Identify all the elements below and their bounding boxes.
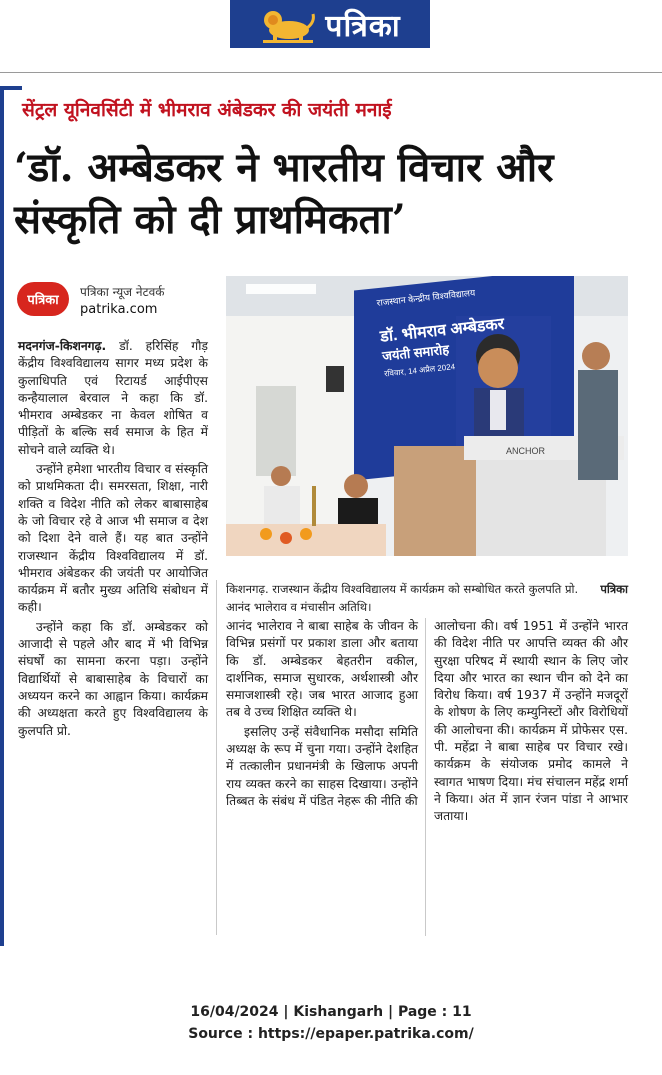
article-accent-bar [0, 86, 4, 946]
footer-source-line: Source : https://epaper.patrika.com/ [188, 1026, 474, 1042]
col1-paragraph-3: उन्होंने कहा कि डॉ. अम्बेडकर को आजादी से पहले और बाद में भी विभिन्न संघर्षों का सामना करना पड़ा। उन्होंने विद्यार्थियों से बाबासाहेब के विचारों का अध्ययन करने का आह्वान किया। कार्यक्रम की अध्यक्षता करते हुए विश्वविद्यालय के कुलपति प्रो. [18, 619, 208, 738]
article-column-3 [434, 618, 628, 828]
podium-brand: ANCHOR [506, 446, 546, 456]
footer-date-line: 16/04/2024 | Kishangarh | Page : 11 [190, 1004, 472, 1020]
banner-line-3: जयंती समारोह [381, 341, 450, 364]
dateline: मदनगंज-किशनगढ़. [18, 339, 107, 353]
article-photo [226, 276, 628, 556]
article-headline: ‘डॉ. अम्बेडकर ने भारतीय विचार और संस्कृति को दी प्राथमिकता’ [14, 144, 554, 243]
caption-text: किशनगढ़. राजस्थान केंद्रीय विश्वविद्यालय में कार्यक्रम को सम्बोधित करते कुलपति प्रो. आनंद भालेराव व मंचासीन अतिथि। [226, 582, 579, 614]
byline-site: patrika.com [80, 302, 158, 317]
article-accent-bar-top [0, 86, 22, 90]
col3-paragraph-1: आलोचना की। वर्ष 1951 में उन्होंने भारत की विदेश नीति पर आपत्ति व्यक्त की और सुरक्षा परिषद में स्थायी स्थान के लिए जोर दिया और भारत का स्थान चीन को देने का विरोध किया। वर्ष 1937 में उन्होंने मजदूरों के शोषण के लिए कम्युनिस्टों और विरोधियों की आलोचना की। कार्यक्रम में प्रोफेसर एस. पी. महेंद्रा ने बाबा साहेब पर विचार रखे। कार्यक्रम के संयोजक प्रमोद कामले ने स्वागत भाषण दिया। मंच संचालन महेंद्र शर्मा ने किया। अंत में ज्ञान रंजन पांडा ने आभार जताया। [434, 619, 628, 824]
banner-line-4: रविवार, 14 अप्रैल 2024 [383, 362, 456, 379]
banner-line-2: डॉ. भीमराव अम्बेडकर [379, 315, 506, 346]
masthead-brand: पत्रिका [325, 8, 401, 44]
col1-paragraph-1: डॉ. हरिसिंह गौड़ केंद्रीय विश्वविद्यालय सागर मध्य प्रदेश के कुलाधिपति एवं रिटायर्ड आईपीएस कन्हैयालाल बेरवाल ने कहा कि डॉ. भीमराव अम्बेडकर ना केवल शोषित व पीड़ितों के बल्कि सर्व समाज के हित में सोचने वाले व्यक्ति थे। [18, 339, 208, 457]
byline [80, 284, 165, 318]
caption-credit: पत्रिका [600, 582, 628, 596]
article-kicker: सेंट्रल यूनिवर्सिटी में भीमराव अंबेडकर की जयंती मनाई [22, 99, 392, 121]
article-column-1 [18, 338, 208, 742]
byline-network: पत्रिका न्यूज नेटवर्क [80, 285, 165, 299]
col2-paragraph-2: इसलिए उन्हें संवैधानिक मसौदा समिति अध्यक्ष के रूप में चुना गया। उन्होंने देशहित में तत्कालीन प्रधानमंत्री के खिलाफ अपनी राय व्यक्त करने का साहस दिखाया। उन्होंने तिब्बत के संबंध में पंडित नेहरू की नीति की [226, 724, 418, 808]
col2-paragraph-1: आनंद भालेराव ने बाबा साहेब के जीवन के विभिन्न प्रसंगों पर प्रकाश डाला और बताया कि डॉ. अम्बेडकर बेहतरीन वकील, दार्शनिक, समाज सुधारक, अर्थशास्त्री और समाजशास्त्री रहे। जब भारत आजाद हुआ तब वे उच्च शिक्षित व्यक्ति थे। [226, 619, 418, 720]
lion-logo-icon [259, 4, 317, 44]
article-column-2 [226, 618, 418, 812]
top-rule [0, 72, 662, 73]
patrika-logo-badge: पत्रिका [17, 282, 69, 316]
banner-line-1: राजस्थान केन्द्रीय विश्वविद्यालय [376, 287, 476, 308]
col1-paragraph-2: उन्होंने हमेशा भारतीय विचार व संस्कृति को प्राथमिकता दी। समरसता, शिक्षा, नारी शक्ति व विदेश नीति को लेकर बाबासाहेब के जो विचार रहे वे आज भी समाज व देश को दिशा देने वाले हैं। यह बात उन्होंने राजस्थान केंद्रीय विश्वविद्यालय में डॉ. भीमराव अंबेडकर की जयंती पर आयोजित कार्यक्रम में बतौर मुख्य अतिथि संबोधन में कही। [18, 462, 208, 615]
column-divider-1 [216, 580, 217, 935]
masthead [230, 0, 430, 48]
photo-caption [226, 580, 628, 616]
column-divider-2 [425, 618, 426, 936]
